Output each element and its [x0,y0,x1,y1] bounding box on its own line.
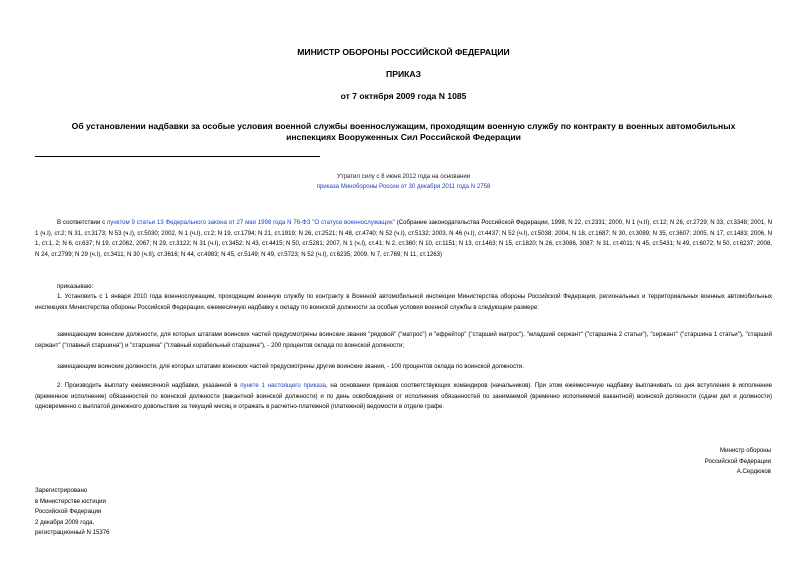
divider-line [35,156,320,157]
signature-name: А.Сердюков [736,468,771,476]
signature-org: Российской Федерации [704,457,771,465]
order-word: приказываю: [57,283,94,290]
status-note-link-container [200,183,607,190]
item-2-paragraph [35,381,772,413]
date-and-number: от 7 октября 2009 года N 1085 [340,91,467,101]
registration-line-5: регистрационный N 15376 [35,529,110,537]
preamble-post: (Собрание законодательства Российской Федерации, 1998, N 22, ст.2331; 2000, N 1 (ч.II), ст.12; N 26, ст.2729; N 33, ст.3348; 2001, N 1 (ч.I), ст.2; N 31, ст.3173; N 53 (ч.I), ст.5030; 2002, N 1 (ч.I), ст.2; N 19, ст.1794; N 21, ст.1919; N 26, ст.2521; N 48, ст.4740; N 52 (ч.I), ст.5132; 2003, N 46 (ч.I), ст.4437; N 52 (ч.I), ст.5038; 2004, N 18, ст.1687; N 30, ст.3089; N 35, ст.3607; 2005, N 17, ст.1483; 2006, N 1, ст.1, 2; N 6, ст.637; N 19, ст.2062, 2067; N 29, ст.3122; N 31 (ч.I), ст.3452; N 43, ст.4415; N 50, ст.5281; 2007, N 1 (ч.I), ст.41; N 2, ст.360; N 10, ст.1151; N 13, ст.1463; N 15, ст.1820; N 26, ст.3086, 3087; N 31, ст.4011; N 45, ст.5431; N 49, ст.6072; N 50, ст.6237; 2008, N 24, ст.2799; N 29 (ч.I), ст.3411; N 30 (ч.II), ст.3616; N 44, ст.4983; N 45, ст.5149; N 49, ст.5723; N 52 (ч.I), ст.6235; 2009, N 7, ст.769; N 11, ст.1263) [35,219,772,258]
federal-law-link[interactable]: пунктом 9 статьи 13 Федерального закона от 27 мая 1998 года N 76-ФЗ "О статусе военнослужащих" [107,219,395,226]
preamble-paragraph [35,218,772,260]
item-1a-paragraph: замещающим воинские должности, для которых штатами воинских частей предусмотрены воинские звания "рядовой" ("матрос") и "ефрейтор" ("старший матрос"), "младший сержант" ("старшина 2 статьи"), "сержант" ("старшина 1 статьи"), "старший сержант" ("главный старшина") и "старшина" ("главный корабельный старшина"), - 200 процентов оклада по воинской должности; [35,331,772,349]
document-type: ПРИКАЗ [386,69,421,79]
status-note-line: Утратил силу с 8 июня 2012 года на основании [336,173,471,180]
signature-title: Министр обороны [720,447,771,454]
item-2-post: , на основании приказов соответствующих командиров (начальников). При этом ежемесячную надбавку выплачивать со дня вступления в исполнение (временное исполнение) обязанностей по воинской должности (вакантной воинской должности) и по день освобождения от исполнения обязанностей по занимаемой (временно исполняемой вакантной) воинской должности (сдачи дел и должности) одновременно с выплатой денежного довольствия за текущий месяц и отражать в расчетно-платежной (платежной) ведомости в отделе графе. [35,382,772,411]
item-2-pre: 2. Производить выплату ежемесячной надбавки, указанной в [57,382,241,389]
repeal-order-link[interactable]: приказа Минобороны России от 30 декабря 2011 года N 2758 [316,183,491,190]
item-1b-paragraph: замещающим воинские должности, для которых штатами воинских частей предусмотрены другие воинские звания, - 100 процентов оклада по воинской должности. [57,363,525,370]
registration-line-2: в Министерстве юстиции [35,497,106,505]
document-title: Об установлении надбавки за особые условия военной службы военнослужащим, проходящим военную службу по контракту в военных автомобильных инспекциях Вооруженных Сил Российской Федерации [71,121,736,142]
registration-line-3: Российской Федерации [35,508,102,516]
registration-line-4: 2 декабря 2009 года, [35,518,95,526]
signature-block [705,446,771,478]
item-1-reference-link[interactable]: пункте 1 настоящего приказа [240,382,326,389]
preamble-pre: В соответствии с [57,219,107,226]
ministry-heading: МИНИСТР ОБОРОНЫ РОССИЙСКОЙ ФЕДЕРАЦИИ [297,47,510,57]
item-1-paragraph: 1. Установить с 1 января 2010 года военнослужащим, проходящим военную службу по контракту в Военной автомобильной инспекции Министерства обороны Российской Федерации, региональных и территориальных военных автомобильных инспекциях Министерства обороны Российской Федерации, ежемесячную надбавку к окладу по воинской должности за особые условия военной службы в следующем размере: [35,293,772,311]
registration-line-1: Зарегистрировано [35,487,88,494]
registration-block [35,486,110,539]
